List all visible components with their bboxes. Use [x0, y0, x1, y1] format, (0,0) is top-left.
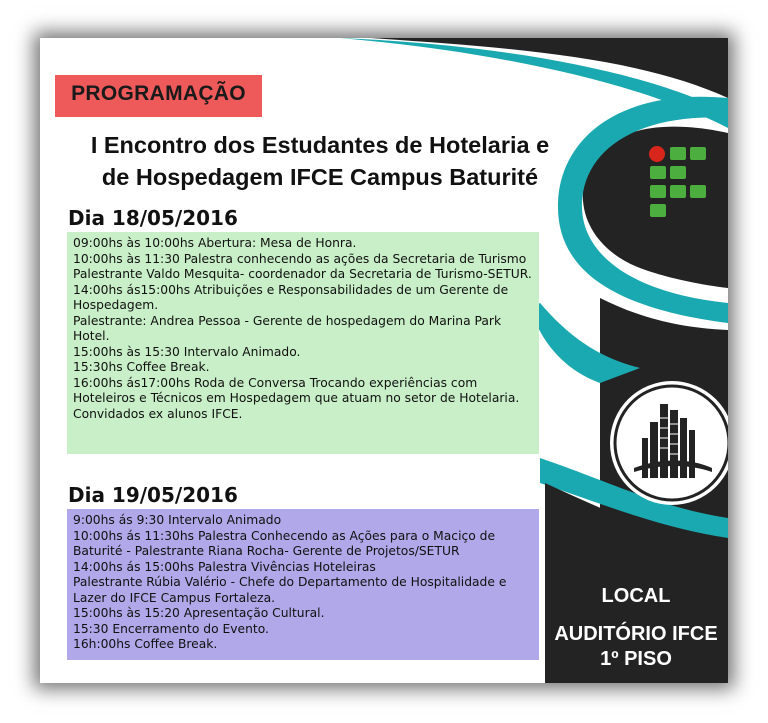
flyer-card: [40, 38, 728, 683]
local-floor: 1º PISO: [600, 648, 672, 670]
schedule-item: 15:00hs às 15:20 Apresentação Cultural.: [73, 606, 325, 620]
schedule-item: 16:00hs ás17:00hs Roda de Conversa Trocando experiências com Hoteleiros e Técnicos em Hospedagem que atuam no setor de Hotelaria. Convidados ex alunos IFCE.: [73, 375, 520, 421]
schedule-item: 15:00hs às 15:30 Intervalo Animado.: [73, 344, 301, 359]
day2-schedule: [67, 509, 539, 660]
badge-label: PROGRAMAÇÃO: [71, 82, 246, 105]
schedule-item: 15:30hs Coffee Break.: [73, 360, 210, 374]
day1-schedule: [67, 232, 539, 454]
event-title: [40, 129, 600, 193]
schedule-item: 14:00hs ás15:00hs Atribuições e Responsabilidades de um Gerente de Hospedagem.: [73, 282, 509, 312]
schedule-item: 10:00hs às 11:30 Palestra conhecendo as ações da Secretaria de Turismo: [73, 251, 527, 266]
schedule-item: 10:00hs ás 11:30hs Palestra Conhecendo as Ações para o Maciço de Baturité - Palestrante Riana Rocha- Gerente de Projetos/SETUR: [73, 528, 496, 558]
local-place: AUDITÓRIO IFCE: [554, 623, 718, 645]
day2-heading: Dia 19/05/2016: [68, 483, 238, 507]
schedule-item: 15:30 Encerramento do Evento.: [73, 621, 269, 636]
schedule-item: 14:00hs ás 15:00hs Palestra Vivências Hoteleiras: [73, 559, 376, 574]
schedule-item: 9:00hs ás 9:30 Intervalo Animado: [73, 513, 282, 527]
schedule-item: 16h:00hs Coffee Break.: [73, 637, 218, 651]
local-heading: LOCAL: [601, 585, 671, 607]
title-line: I Encontro dos Estudantes de Hotelaria e: [90, 132, 550, 158]
title-line: de Hospedagem IFCE Campus Baturité: [101, 164, 539, 190]
building-logo-icon: [630, 398, 714, 484]
schedule-item: Palestrante Rúbia Valério - Chefe do Departamento de Hospitalidade e Lazer do IFCE Campus Fortaleza.: [73, 575, 507, 605]
day1-heading: Dia 18/05/2016: [68, 206, 238, 230]
ifce-logo-icon: [648, 145, 710, 227]
programacao-badge: [55, 75, 262, 117]
schedule-item: 09:00hs às 10:00hs Abertura: Mesa de Honra.: [73, 236, 357, 250]
schedule-item: Palestrante: Andrea Pessoa - Gerente de hospedagem do Marina Park Hotel.: [73, 313, 502, 343]
schedule-item: Palestrante Valdo Mesquita- coordenador da Secretaria de Turismo-SETUR.: [73, 267, 532, 281]
